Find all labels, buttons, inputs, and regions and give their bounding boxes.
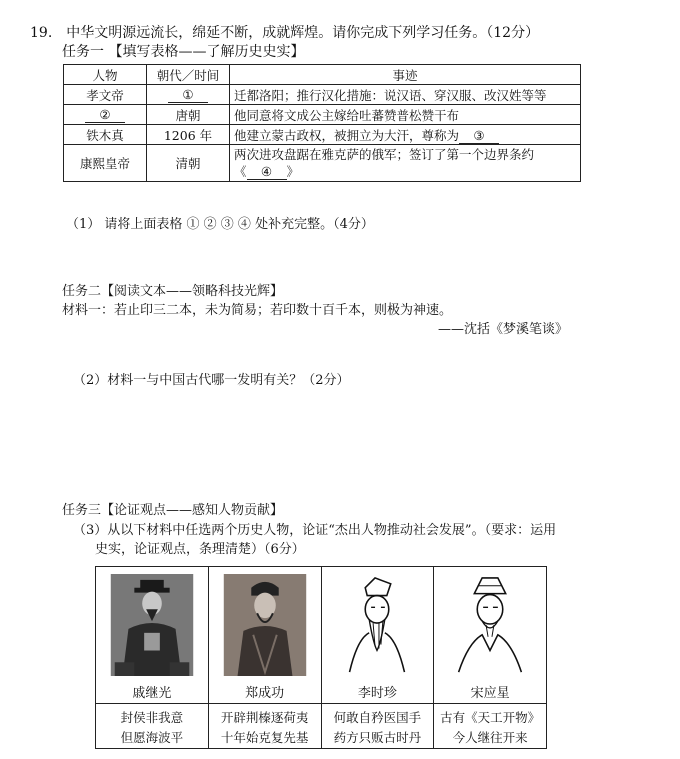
table-row [64, 145, 581, 182]
header-deeds: 事迹 [230, 65, 581, 85]
verse-line: 药方只贩古时丹 [333, 730, 422, 745]
figure-verse [121, 708, 184, 748]
figure-verse [440, 708, 540, 748]
deeds-text: 他建立蒙古政权，被拥立为大汗，尊称为 [234, 127, 460, 143]
question-1: （1） 请将上面表格 ① ② ③ ④ 处补充完整。（4分） [66, 217, 374, 232]
table-row [64, 105, 581, 125]
question-number: 19. [30, 25, 53, 41]
blank-3: ③ [459, 129, 499, 144]
table-header-row [64, 65, 581, 85]
verse-line: 十年始克复先基 [220, 730, 309, 745]
table-row [64, 125, 581, 145]
header-dynasty: 朝代／时间 [147, 65, 230, 85]
deeds-line2 [234, 163, 576, 180]
verse-line: 古有《天工开物》 [440, 710, 541, 725]
blank-4: ④ [247, 165, 287, 180]
deeds-line1: 两次进攻盘踞在雅克萨的俄军；签订了第一个边界条约 [234, 147, 535, 162]
task2-title: 任务二【阅读文本——领略科技光辉】 [62, 284, 284, 299]
figure-name: 宋应星 [434, 682, 546, 704]
cell-dynasty [147, 85, 230, 105]
portrait-song-yingxing [448, 574, 532, 676]
history-table [63, 64, 581, 182]
figure-name: 郑成功 [209, 682, 321, 704]
figure-verse [221, 708, 309, 748]
question-header [30, 22, 539, 42]
blank-2: ② [85, 108, 125, 123]
question-stem: 中华文明源远流长，绵延不断，成就辉煌。请你完成下列学习任务。（12分） [66, 25, 540, 41]
figure-verse [334, 708, 422, 748]
question-3-line1: （3）从以下材料中任选两个历史人物，论证“杰出人物推动社会发展”。（要求：运用 [73, 523, 557, 538]
task3-title: 任务三【论证观点——感知人物贡献】 [62, 503, 284, 518]
verse-line: 但愿海波平 [120, 730, 184, 745]
figure-card [96, 567, 209, 748]
cell-deeds [230, 125, 581, 145]
verse-line: 封侯非我意 [120, 710, 184, 725]
book-mark-close: 》 [286, 164, 300, 179]
blank-1: ① [168, 88, 208, 103]
cell-person [64, 105, 147, 125]
task1-title: 任务一 【填写表格——了解历史史实】 [62, 44, 305, 60]
portrait-zheng-chenggong [223, 574, 307, 676]
figure-name: 戚继光 [96, 682, 208, 704]
book-mark-open: 《 [234, 164, 247, 179]
cell-deeds: 迁都洛阳；推行汉化措施：说汉语、穿汉服、改汉姓等等 [230, 85, 581, 105]
verse-line: 今人继往开来 [452, 730, 528, 745]
figure-name: 李时珍 [322, 682, 434, 704]
figure-card [322, 567, 435, 748]
portrait-qi-jiguang [110, 574, 194, 676]
figure-card [209, 567, 322, 748]
cell-dynasty: 清朝 [147, 145, 230, 182]
question-2: （2）材料一与中国古代哪一发明有关？（2分） [73, 373, 350, 388]
cell-person: 铁木真 [64, 125, 147, 145]
figures-panel [95, 566, 547, 749]
cell-deeds [230, 145, 581, 182]
material-1: 材料一：若止印三二本，未为简易；若印数十百千本，则极为神速。 [62, 303, 453, 318]
cell-person: 康熙皇帝 [64, 145, 147, 182]
verse-line: 开辟荆榛逐荷夷 [220, 710, 309, 725]
material-source: ——沈括《梦溪笔谈》 [438, 322, 569, 337]
cell-person: 孝文帝 [64, 85, 147, 105]
header-person: 人物 [64, 65, 147, 85]
figure-card [434, 567, 546, 748]
portrait-li-shizhen [335, 574, 419, 676]
table-row [64, 85, 581, 105]
question-3-line2: 史实，论证观点，条理清楚）（6分） [95, 542, 305, 557]
cell-dynasty: 唐朝 [147, 105, 230, 125]
verse-line: 何敢自矜医国手 [333, 710, 422, 725]
cell-deeds: 他同意将文成公主嫁给吐蕃赞普松赞干布 [230, 105, 581, 125]
cell-dynasty: 1206 年 [147, 125, 230, 145]
